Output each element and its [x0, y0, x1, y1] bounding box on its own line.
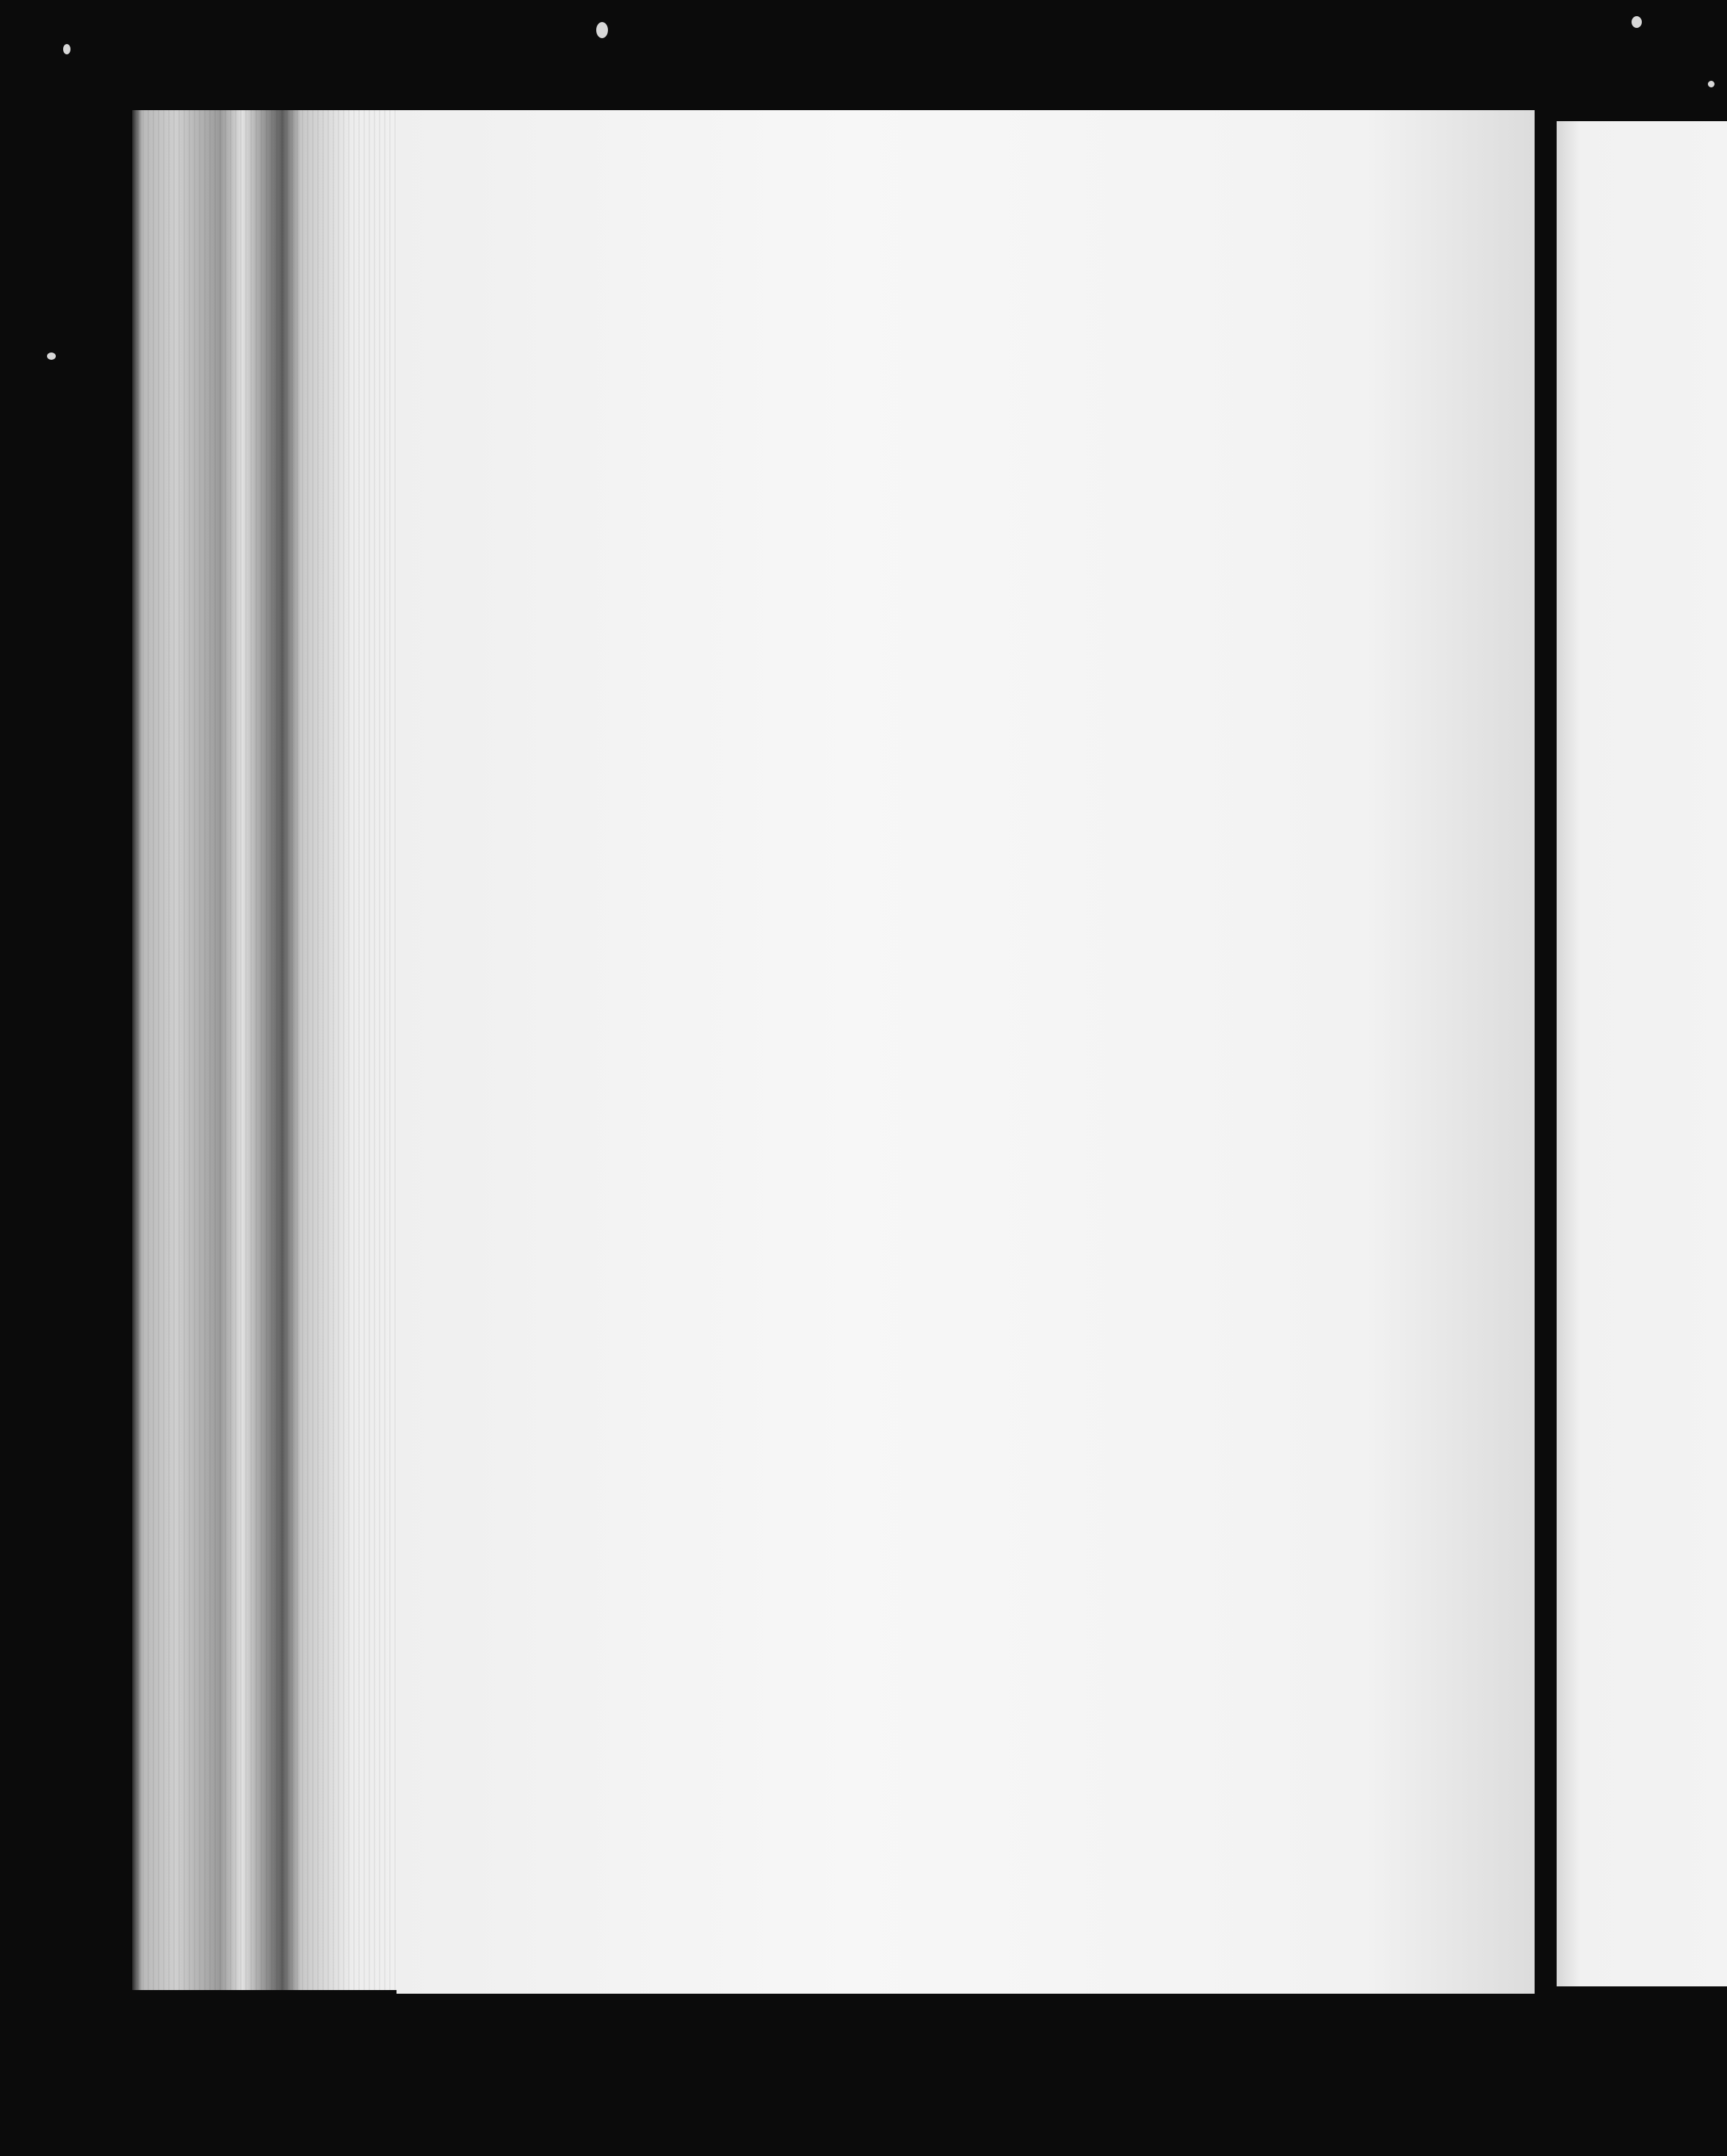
adjacent-page-fragment: [1557, 121, 1727, 1986]
book-page-edges: [132, 110, 397, 1990]
scan-speck: [1632, 16, 1642, 28]
scan-speck: [1708, 81, 1715, 87]
scan-speck: [596, 22, 608, 38]
document-page: [397, 110, 1535, 1994]
scan-speck: [47, 352, 56, 360]
page-content: [602, 279, 1454, 314]
scan-speck: [63, 44, 70, 54]
